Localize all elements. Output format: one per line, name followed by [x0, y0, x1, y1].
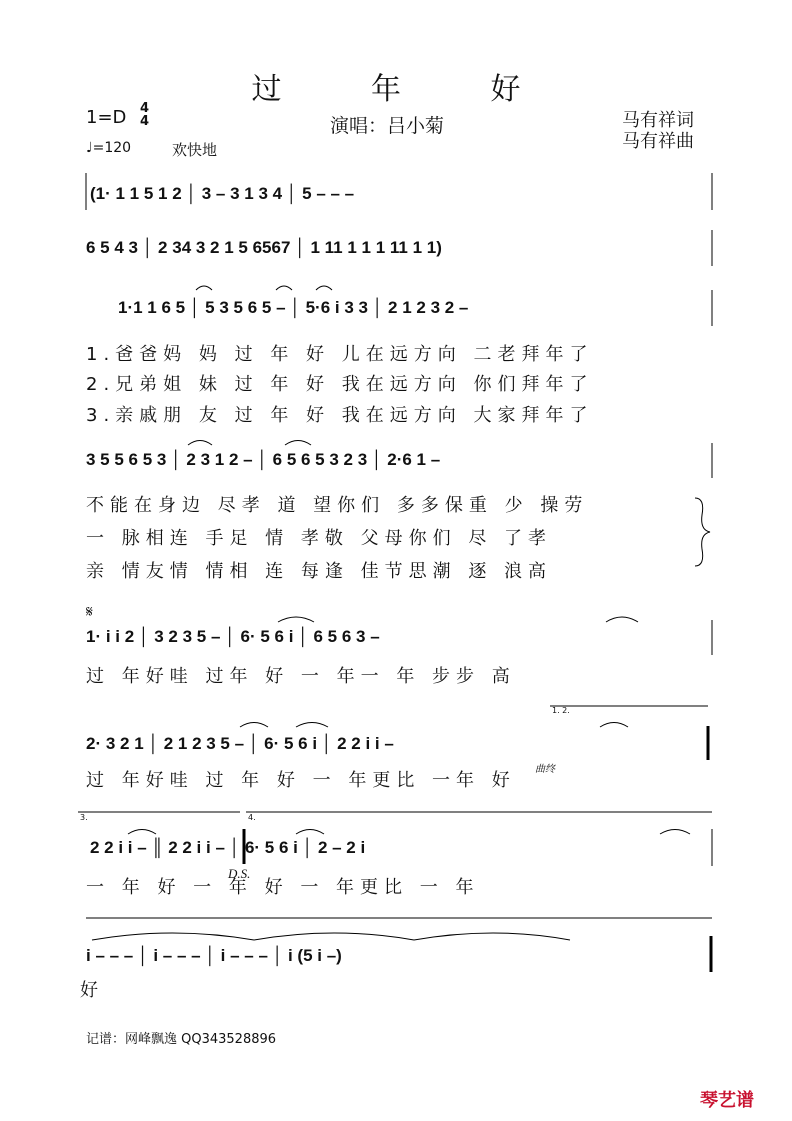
score-row-6: 2· 3 2 1 │ 2 1 2 3 5 – │ 6· 5 6 i │ 2 2 i i – — [86, 734, 394, 753]
key-signature: 1=D — [86, 107, 127, 128]
volta-1-2: 1. 2. — [552, 706, 570, 715]
transcriber-credit: 记谱：网峰飘逸 QQ343528896 — [86, 1032, 277, 1047]
segno-sign: 𝄋 — [86, 602, 93, 621]
score-row-4: 3 5 5 6 5 3 │ 2 3 1 2 – │ 6 5 6 5 3 2 3 │ 2·6 1 – — [86, 450, 441, 469]
score-row-3: 1·1 1 6 5 │ 5 3 5 6 5 – │ 5·6 i 3 3 │ 2 1 2 3 2 – — [118, 298, 469, 317]
score-row-1: (1· 1 1 5 1 2 │ 3 – 3 1 3 4 │ 5 – – – — [90, 184, 355, 203]
volta-4: 4. — [248, 813, 256, 822]
song-title: 过 年 好 — [251, 72, 561, 107]
time-sig-bottom: 4 — [140, 114, 150, 129]
lyric-bridge-2: 一 脉相连 手足 情 孝敬 父母你们 尽 了孝 — [86, 528, 553, 549]
lyric-ending: 好 — [80, 980, 104, 1001]
lyricist-credit: 马有祥词 — [622, 110, 694, 131]
lyric-chorus-3: 一 年 好 一 年 好 一 年更比 一 年 — [86, 877, 480, 898]
time-sig-top: 4 — [140, 101, 150, 116]
lyric-verse-2: 2.兄弟姐 妹 过 年 好 我在远方向 你们拜年了 — [86, 374, 594, 395]
fine-mark: 曲终 — [535, 764, 555, 775]
composer-credit: 马有祥曲 — [622, 131, 694, 152]
lyric-verse-3: 3.亲戚朋 友 过 年 好 我在远方向 大家拜年了 — [86, 405, 594, 426]
lyric-chorus-1: 过 年好哇 过年 好 一 年一 年 步步 高 — [86, 666, 516, 687]
score-row-5: 1· i i 2 │ 3 2 3 5 – │ 6· 5 6 i │ 6 5 6 3 – — [86, 627, 380, 646]
score-row-8: i – – – │ i – – – │ i – – – │ i (5 i –) — [86, 946, 342, 965]
expression-mark: 欢快地 — [172, 141, 218, 159]
lyric-bridge-1: 不能在身边 尽孝 道 望你们 多多保重 少 操劳 — [86, 495, 589, 516]
score-row-7: 2 2 i i – ║ 2 2 i i – │ 6· 5 6 i │ 2 – 2 i — [90, 838, 366, 857]
ds-mark: D.S. — [228, 866, 251, 881]
tempo-mark: ♩=120 — [86, 140, 132, 156]
lyric-verse-1: 1.爸爸妈 妈 过 年 好 儿在远方向 二老拜年了 — [86, 344, 594, 365]
site-logo: 琴艺谱 — [700, 1090, 754, 1111]
lyric-chorus-2: 过 年好哇 过 年 好 一 年更比 一年 好 — [86, 770, 516, 791]
score-row-2: 6 5 4 3 │ 2 34 3 2 1 5 6567 │ 1 11 1 1 1 11 1 1) — [86, 238, 442, 257]
singer-credit: 演唱：吕小菊 — [330, 115, 445, 137]
lyric-bridge-3: 亲 情友情 情相 连 每逢 佳节思潮 逐 浪高 — [86, 561, 553, 582]
volta-3: 3. — [80, 813, 88, 822]
